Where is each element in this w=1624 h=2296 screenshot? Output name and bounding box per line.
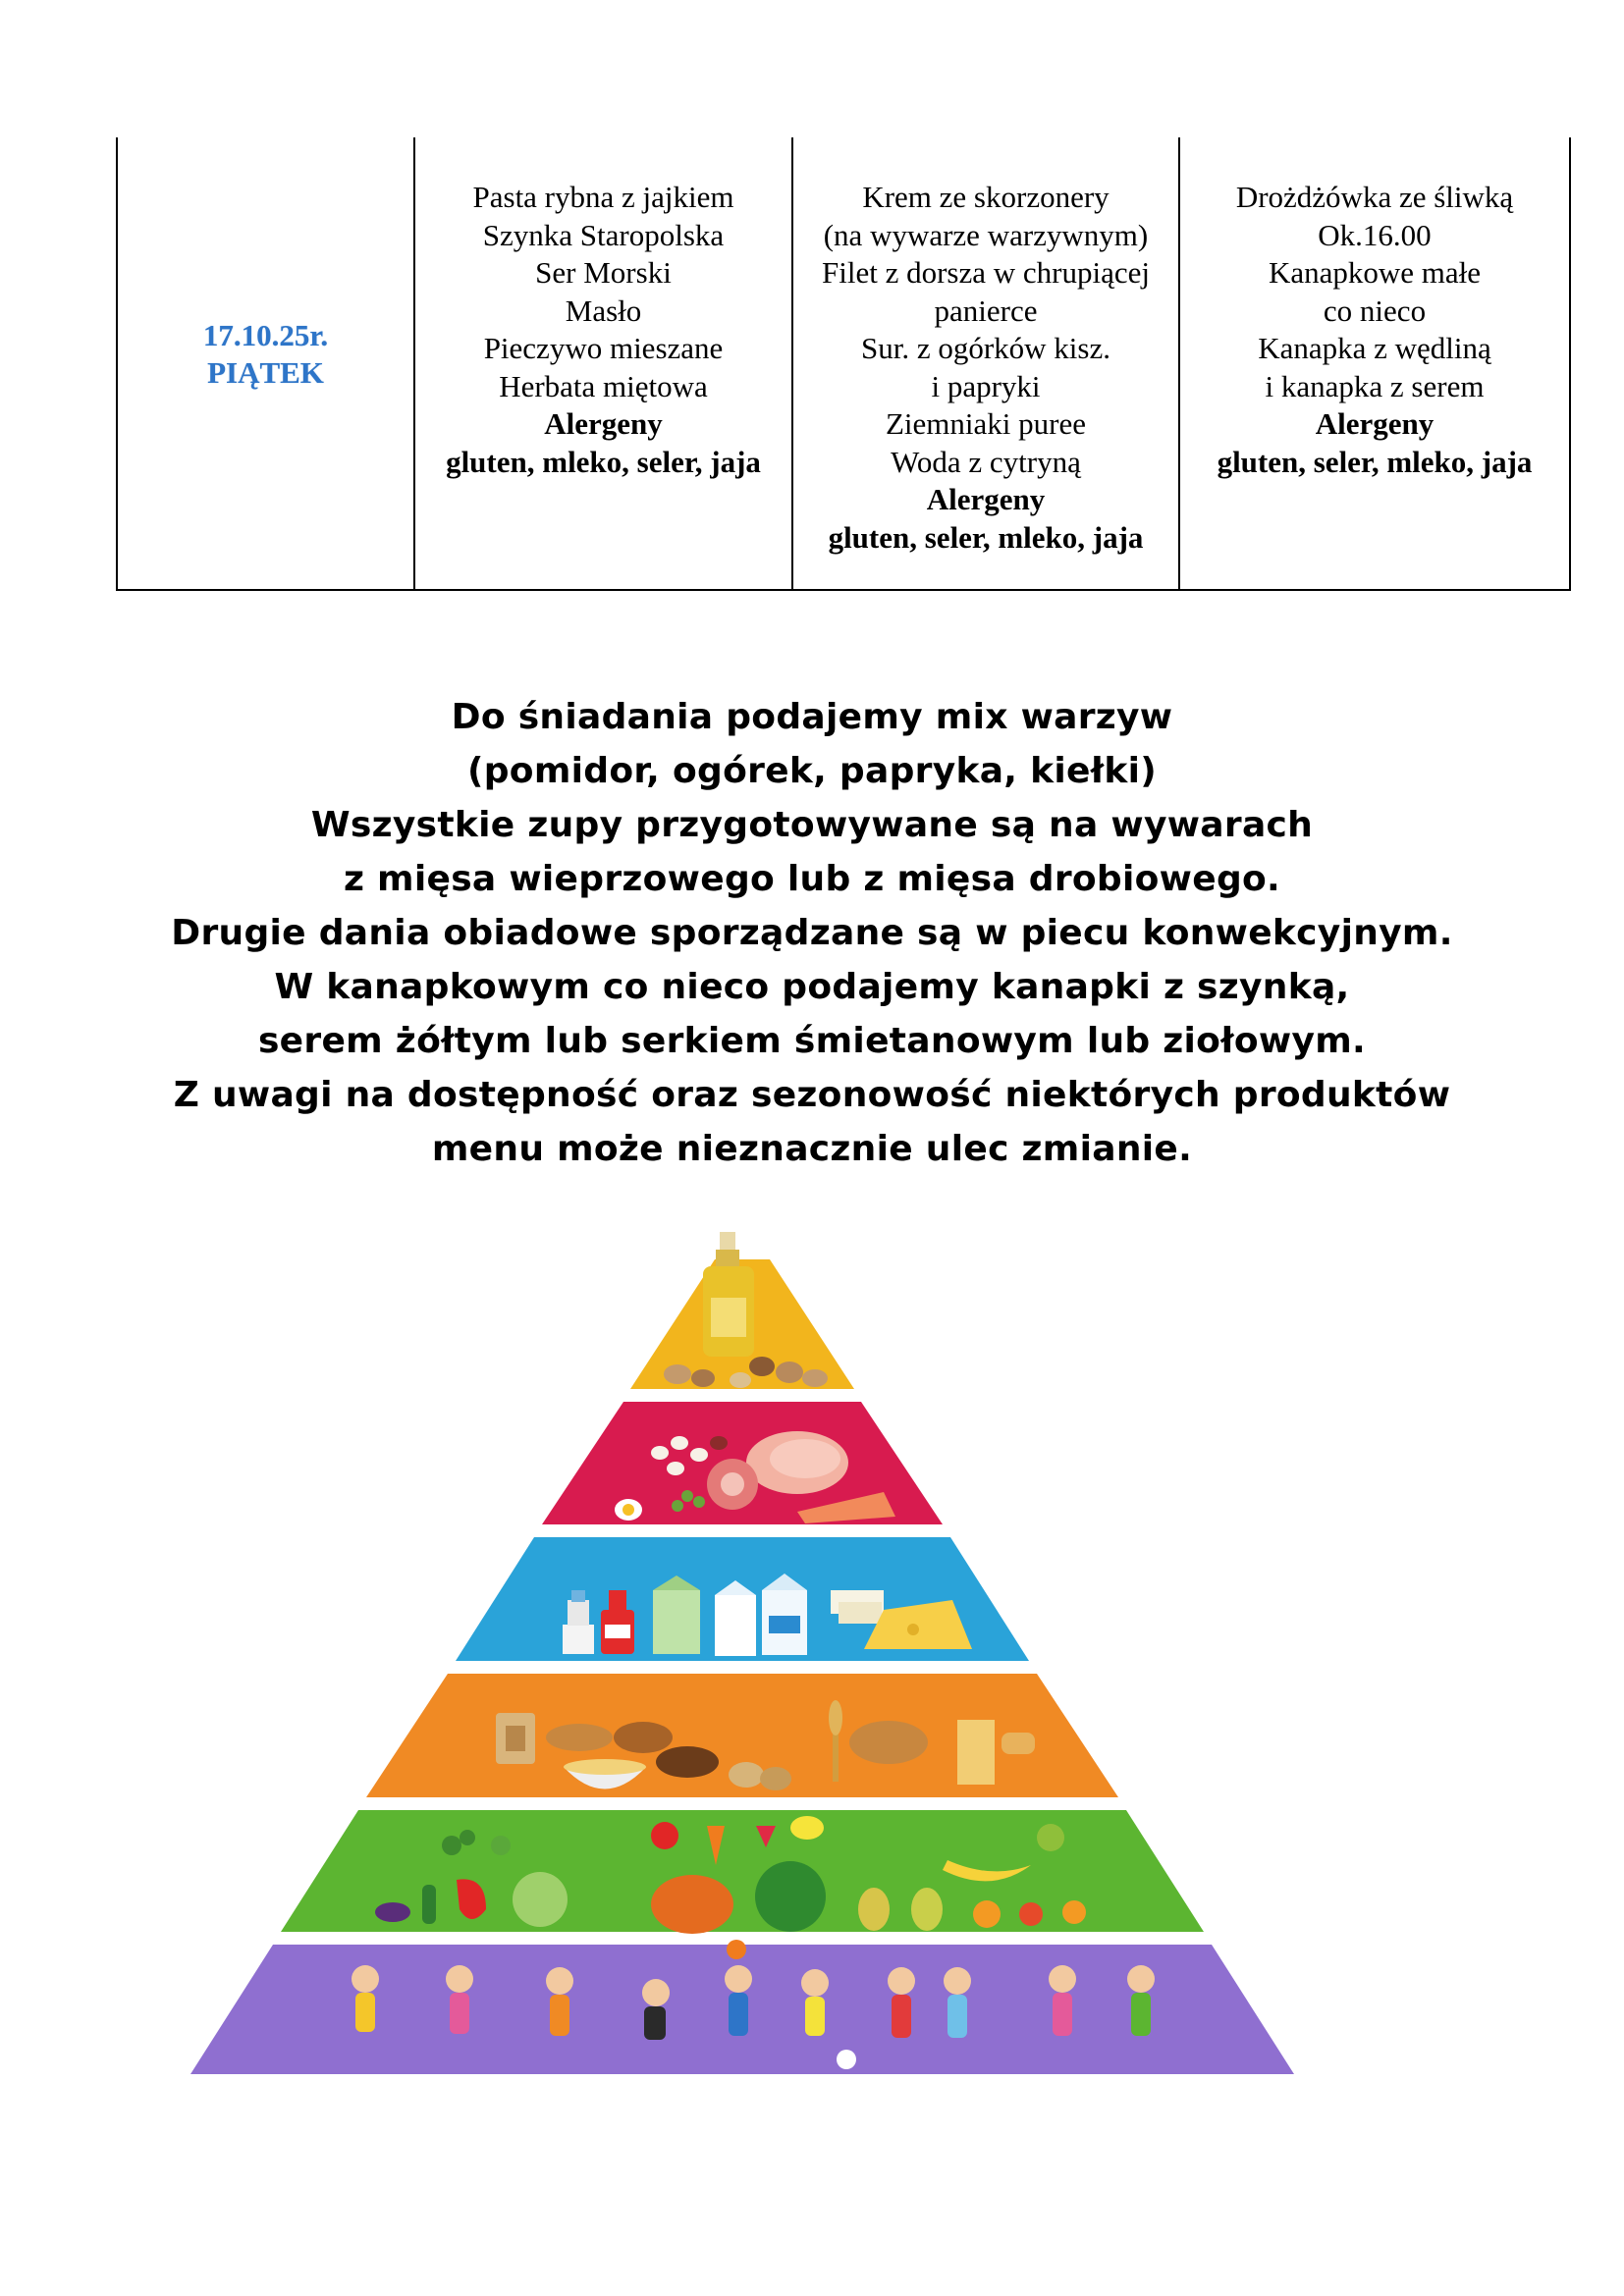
- snack-item: i kanapka z serem: [1265, 368, 1485, 403]
- breakfast-allergens-label: Alergeny: [544, 406, 663, 441]
- kiwi-icon: [1037, 1824, 1064, 1851]
- lunch-item: i papryki: [931, 368, 1041, 403]
- breakfast-item: Ser Morski: [535, 255, 672, 290]
- lunch-item: Krem ze skorzonery: [862, 180, 1110, 214]
- info-line: Drugie dania obiadowe sporządzane są w piecu konwekcyjnym.: [171, 913, 1453, 953]
- lunch-item: (na wywarze warzywnym): [823, 217, 1149, 252]
- snack-item: Ok.16.00: [1318, 217, 1432, 252]
- cucumber-icon: [422, 1885, 436, 1924]
- lunch-item: Ziemniaki puree: [886, 406, 1086, 441]
- eggplant-icon: [375, 1902, 410, 1922]
- breakfast-item: Masło: [565, 293, 642, 328]
- info-line: menu może nieznacznie ulec zmianie.: [431, 1129, 1193, 1169]
- milk-carton-icon: [762, 1574, 807, 1655]
- snack-item: Drożdżówka ze śliwką: [1235, 180, 1514, 214]
- info-line: Z uwagi na dostępność oraz sezonowość niektórych produktów: [173, 1075, 1451, 1115]
- lemon-icon: [790, 1816, 824, 1840]
- snack-allergens: gluten, seler, mleko, jaja: [1217, 444, 1533, 479]
- cabbage-icon: [513, 1872, 568, 1927]
- ham-icon: [707, 1459, 758, 1510]
- day-date: 17.10.25r.: [202, 318, 329, 352]
- lunch-allergens: gluten, seler, mleko, jaja: [828, 519, 1144, 555]
- day-name: PIĄTEK: [207, 355, 324, 390]
- info-line: (pomidor, ogórek, papryka, kiełki): [466, 751, 1158, 791]
- snack-allergens-label: Alergeny: [1315, 406, 1435, 441]
- info-line: W kanapkowym co nieco podajemy kanapki z szynką,: [274, 967, 1350, 1007]
- info-line: z mięsa wieprzowego lub z mięsa drobiowego.: [343, 859, 1281, 899]
- snack-item: Kanapka z wędliną: [1258, 331, 1491, 365]
- flour-bag-icon: [496, 1713, 535, 1764]
- info-line: Wszystkie zupy przygotowywane są na wywarach: [310, 805, 1314, 845]
- tomato-icon: [651, 1822, 678, 1849]
- pumpkin-icon: [651, 1875, 733, 1934]
- lunch-allergens-label: Alergeny: [926, 482, 1046, 516]
- breakfast-item: Pieczywo mieszane: [483, 331, 724, 365]
- butter-icon: [831, 1590, 884, 1624]
- chicken-icon: [746, 1431, 848, 1494]
- breakfast-item: Pasta rybna z jajkiem: [472, 180, 734, 214]
- lunch-item: Filet z dorsza w chrupiącej: [822, 255, 1150, 290]
- breakfast-allergens: gluten, mleko, seler, jaja: [446, 444, 761, 479]
- egg-icon: [615, 1499, 642, 1521]
- lunch-item: panierce: [934, 293, 1038, 328]
- breakfast-item: Szynka Staropolska: [482, 217, 725, 252]
- milk-carton-icon: [715, 1580, 756, 1656]
- breakfast-item: Herbata miętowa: [499, 368, 708, 403]
- oil-bottle-icon: [703, 1232, 754, 1357]
- kefir-carton-icon: [653, 1575, 700, 1654]
- watermelon-icon: [755, 1861, 826, 1932]
- lunch-item: Woda z cytryną: [891, 444, 1081, 479]
- info-line: Do śniadania podajemy mix warzyw: [451, 697, 1173, 737]
- snack-item: Kanapkowe małe: [1268, 255, 1482, 290]
- lunch-item: Sur. z ogórków kisz.: [860, 331, 1110, 365]
- snack-item: co nieco: [1323, 293, 1427, 328]
- info-line: serem żółtym lub serkiem śmietanowym lub ziołowym.: [257, 1021, 1367, 1061]
